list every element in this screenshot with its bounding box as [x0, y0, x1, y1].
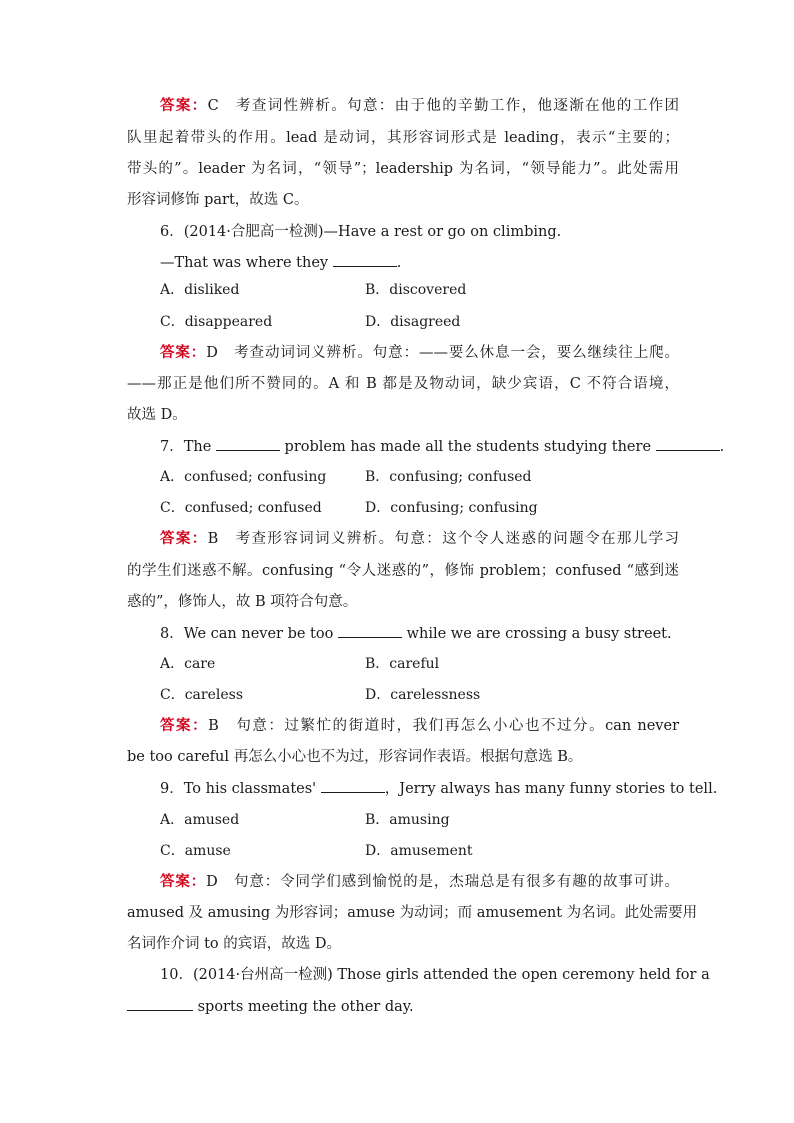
q6-option-a: A．disliked [160, 282, 240, 298]
q6-stem-line-2: —That was where they . [160, 252, 679, 273]
answer-blank [216, 436, 280, 451]
q9-option-b: B．amusing [365, 812, 450, 828]
q9-option-c: C．amuse [160, 843, 231, 859]
q5-answer-line-3: 带头的”。leader 为名词，“领导”；leadership 为名词，“领导能力”。此处需用 [127, 161, 679, 177]
q9-answer-line-3: 名词作介词 to 的宾语，故选 D。 [127, 936, 342, 952]
q8-option-a: A．care [160, 656, 216, 672]
q9-answer-line-1: 答案：D 句意：令同学们感到愉悦的是，杰瑞总是有很多有趣的故事可讲。 [160, 873, 679, 890]
q7-option-a: A．confused; confusing [160, 469, 327, 485]
q6-stem-line-1: 6．(2014·合肥高一检测)—Have a rest or go on climbing. [160, 224, 562, 240]
q10-stem-line-2: sports meeting the other day. [127, 996, 679, 1017]
q10-stem-line-1: 10．(2014·台州高一检测) Those girls attended the open ceremony held for a [160, 967, 710, 983]
q8-answer-line-2: be too careful 再怎么小心也不为过，形容词作表语。根据句意选 B。 [127, 749, 583, 765]
q8-stem: 8．We can never be too while we are crossing a busy street. [160, 623, 679, 644]
answer-blank [656, 436, 720, 451]
q7-answer-line-2: 的学生们迷惑不解。confusing “令人迷惑的”，修饰 problem；confused “感到迷 [127, 563, 679, 579]
answer-blank [333, 252, 397, 267]
q6-option-b: B．discovered [365, 282, 467, 298]
q8-answer-line-1: 答案：B 句意：过繁忙的街道时，我们再怎么小心也不过分。can never [160, 717, 679, 734]
answer-blank [338, 623, 402, 638]
q6-answer-line-3: 故选 D。 [127, 407, 187, 423]
q5-answer-line-1: 答案：C 考查词性辨析。句意：由于他的辛勤工作，他逐渐在他的工作团 [160, 97, 680, 114]
q7-option-d: D．confusing; confusing [365, 500, 538, 516]
answer-blank [127, 996, 193, 1011]
q6-option-c: C．disappeared [160, 314, 273, 330]
q6-option-d: D．disagreed [365, 314, 461, 330]
q8-option-d: D．carelessness [365, 687, 481, 703]
q7-stem: 7．The problem has made all the students studying there . [160, 436, 679, 457]
answer-label: 答案： [160, 344, 207, 361]
answer-label: 答案： [160, 530, 208, 547]
q9-answer-line-2: amused 及 amusing 为形容词；amuse 为动词；而 amusement 为名词。此处需要用 [127, 905, 698, 921]
q8-option-b: B．careful [365, 656, 440, 672]
q7-answer-line-3: 惑的”，修饰人，故 B 项符合句意。 [127, 594, 358, 610]
q5-answer-line-4: 形容词修饰 part，故选 C。 [127, 192, 309, 208]
q6-answer-line-1: 答案：D 考查动词词义辨析。句意：——要么休息一会，要么继续往上爬。 [160, 344, 680, 361]
q8-option-c: C．careless [160, 687, 244, 703]
answer-label: 答案： [160, 97, 208, 114]
answer-label: 答案： [160, 873, 207, 890]
q9-option-d: D．amusement [365, 843, 473, 859]
q7-option-c: C．confused; confused [160, 500, 322, 516]
q9-option-a: A．amused [160, 812, 240, 828]
q9-stem: 9．To his classmates' ，Jerry always has many funny stories to tell. [160, 778, 679, 799]
q5-answer-line-2: 队里起着带头的作用。lead 是动词，其形容词形式是 leading，表示“主要的； [127, 130, 679, 146]
answer-label: 答案： [160, 717, 209, 734]
q7-answer-line-1: 答案：B 考查形容词词义辨析。句意：这个令人迷惑的问题令在那儿学习 [160, 530, 680, 547]
answer-blank [321, 778, 385, 793]
q7-option-b: B．confusing; confused [365, 469, 532, 485]
q6-answer-line-2: ——那正是他们所不赞同的。A 和 B 都是及物动词，缺少宾语，C 不符合语境， [127, 376, 679, 392]
